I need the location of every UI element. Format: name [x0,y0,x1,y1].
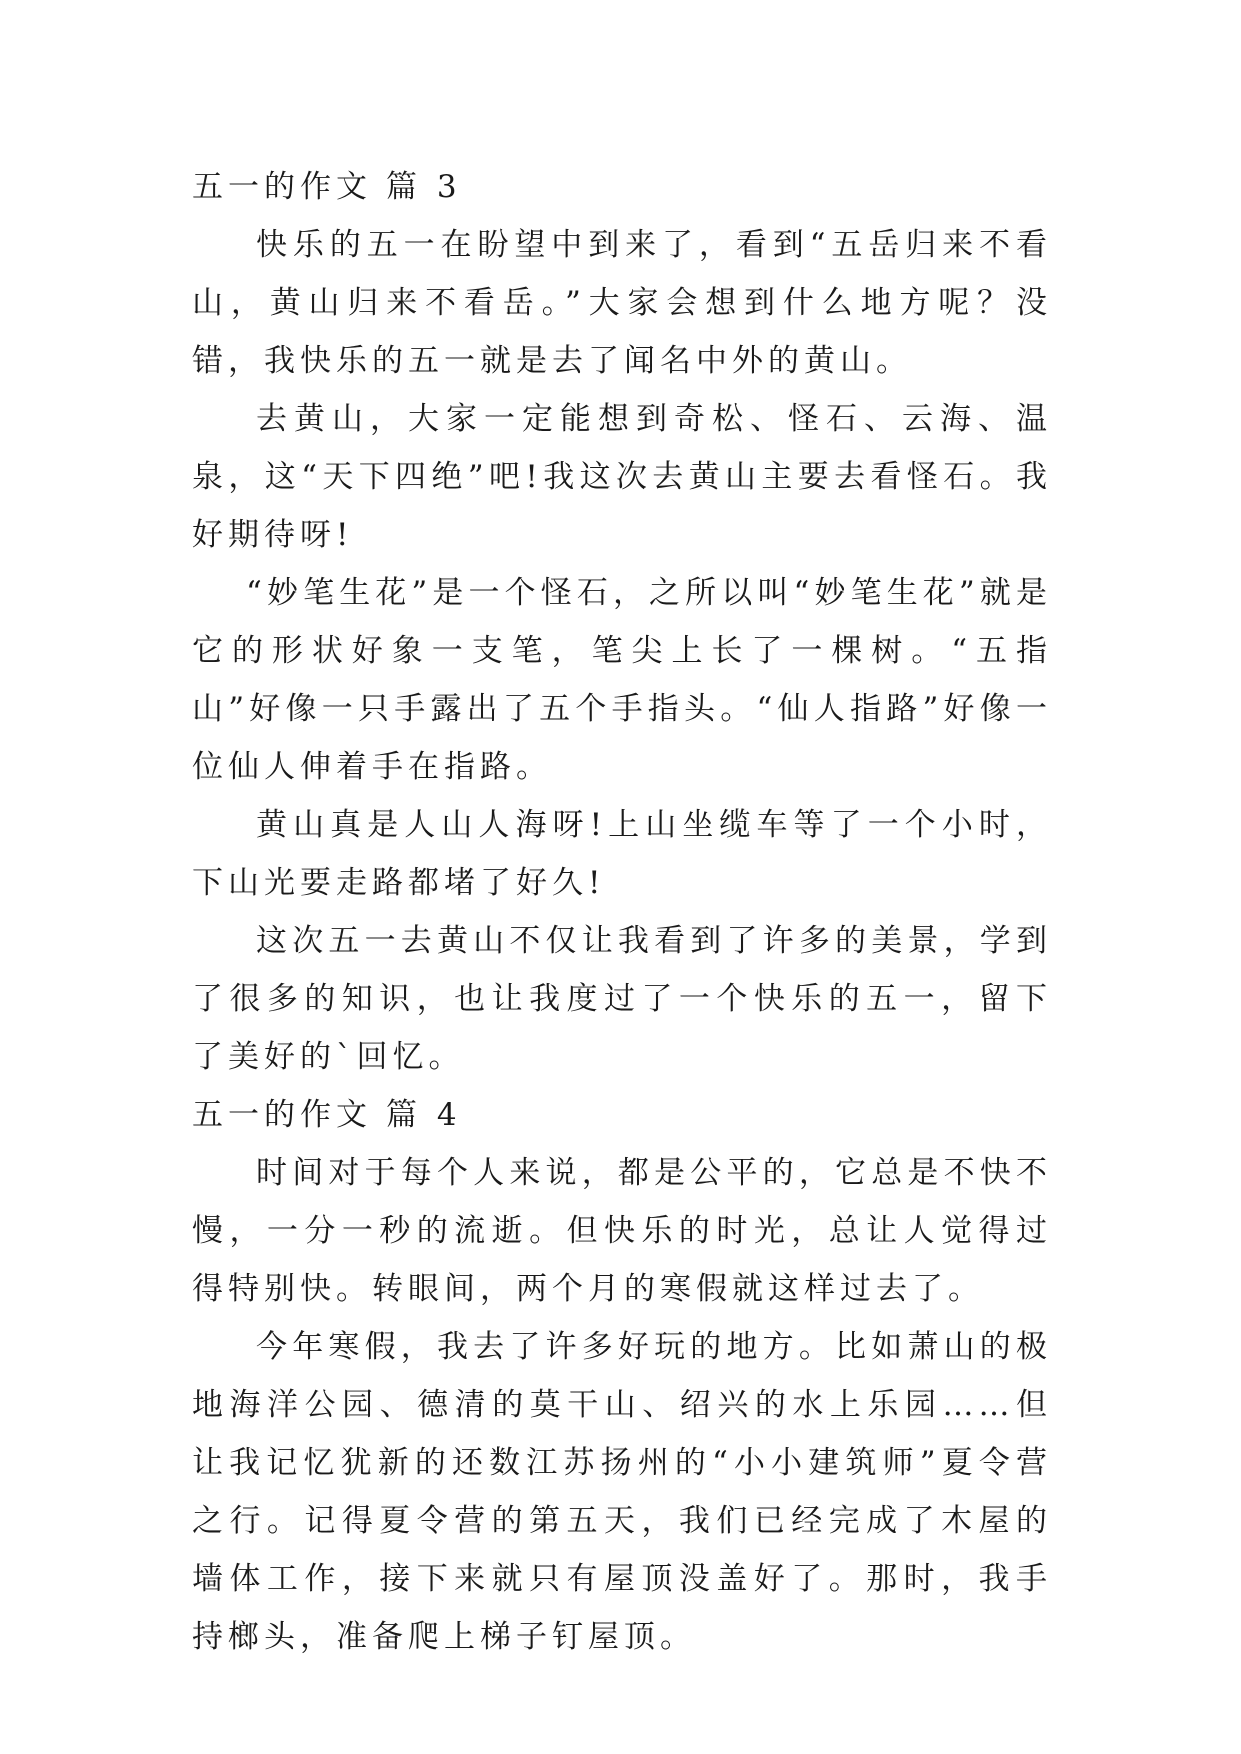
section-heading-number: 篇 4 [386,1097,462,1133]
paragraph: “妙笔生花”是一个怪石，之所以叫“妙笔生花”就是它的形状好象一支笔，笔尖上长了一棵树。“五指山”好像一只手露出了五个手指头。“仙人指路”好像一位仙人伸着手在指路。 [192,575,1052,785]
section-heading-title: 五一的作文 [192,1097,372,1133]
section-heading-number: 篇 3 [386,169,462,205]
section-heading-title: 五一的作文 [192,169,372,205]
paragraph: 快乐的五一在盼望中到来了，看到“五岳归来不看山，黄山归来不看岳。”大家会想到什么地方呢？没错，我快乐的五一就是去了闻名中外的黄山。 [192,227,1052,379]
paragraph: 去黄山，大家一定能想到奇松、怪石、云海、温泉，这“天下四绝”吧!我这次去黄山主要去看怪石。我好期待呀! [192,401,1052,553]
paragraph: 黄山真是人山人海呀!上山坐缆车等了一个小时，下山光要走路都堵了好久! [192,807,1052,901]
section-heading-4 [192,1086,1052,1144]
paragraph: 时间对于每个人来说，都是公平的，它总是不快不慢，一分一秒的流逝。但快乐的时光，总让人觉得过得特别快。转眼间，两个月的寒假就这样过去了。 [192,1155,1052,1307]
document-body [192,158,1052,1666]
section-heading-3 [192,158,1052,216]
paragraph: 今年寒假，我去了许多好玩的地方。比如萧山的极地海洋公园、德清的莫干山、绍兴的水上乐园……但让我记忆犹新的还数江苏扬州的“小小建筑师”夏令营之行。记得夏令营的第五天，我们已经完成了木屋的墙体工作，接下来就只有屋顶没盖好了。那时，我手持榔头，准备爬上梯子钉屋顶。 [192,1329,1052,1655]
paragraph: 这次五一去黄山不仅让我看到了许多的美景，学到了很多的知识，也让我度过了一个快乐的五一，留下了美好的`回忆。 [192,923,1052,1075]
